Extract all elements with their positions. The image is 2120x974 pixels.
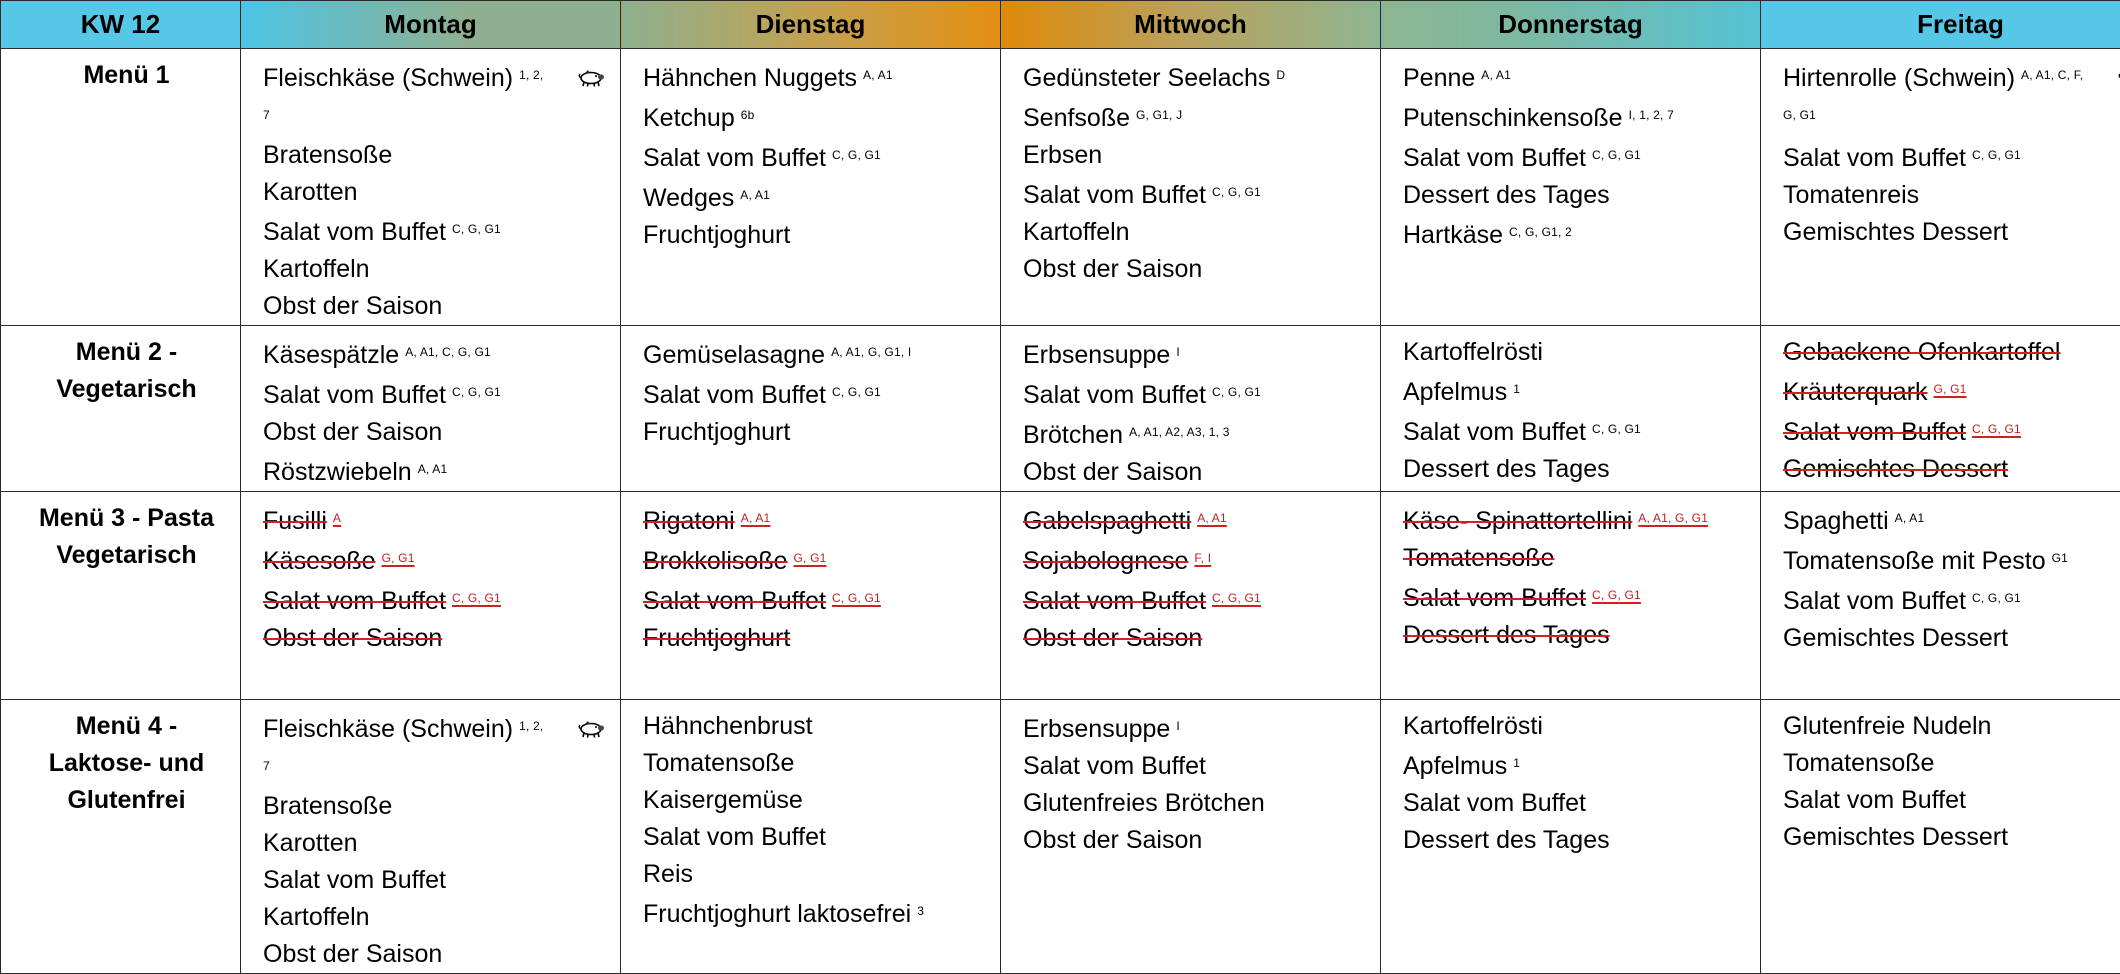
dish-name: Salat vom Buffet xyxy=(263,587,446,615)
dish-name: Salat vom Buffet xyxy=(1403,789,1586,817)
allergen-codes: A, A1 xyxy=(418,462,448,476)
dish-name: Gebackene Ofenkartoffel xyxy=(1783,338,2061,366)
allergen-codes: C, G, G1 xyxy=(1592,422,1641,436)
dish-name: Ketchup xyxy=(643,104,735,132)
dish-name: Gabelspaghetti xyxy=(1023,507,1191,535)
dish-name: Tomatensoße xyxy=(1783,749,1934,777)
menu-item xyxy=(1403,822,1750,859)
menu-item xyxy=(1403,177,1750,214)
dish-name: Rigatoni xyxy=(643,507,735,535)
menu-item xyxy=(263,862,610,899)
allergen-codes: G, G1 xyxy=(1934,382,1967,396)
menu-item xyxy=(1403,785,1750,822)
dish-name: Salat vom Buffet xyxy=(643,144,826,172)
menu-item xyxy=(1783,708,2120,745)
menu-item xyxy=(1403,334,1750,371)
dish-name: Salat vom Buffet xyxy=(643,381,826,409)
dish-name: Gedünsteter Seelachs xyxy=(1023,64,1270,92)
dish-name: Kartoffeln xyxy=(263,903,370,931)
menu-item xyxy=(263,620,610,657)
allergen-codes: A, A1, G, G1 xyxy=(1638,511,1708,525)
menu-item xyxy=(1403,500,1750,540)
menu-item xyxy=(1023,334,1370,374)
dish-name: Gemischtes Dessert xyxy=(1783,624,2008,652)
menu-item xyxy=(643,374,990,414)
allergen-codes: A, A1, C, F, G, G1 xyxy=(1783,68,2083,122)
header-row xyxy=(1,1,2120,49)
dish-name: Dessert des Tages xyxy=(1403,826,1610,854)
dish-name: Obst der Saison xyxy=(263,940,442,968)
dish-name: Spaghetti xyxy=(1783,507,1889,535)
allergen-codes: A, A1 xyxy=(1481,68,1511,82)
dish-name: Bratensoße xyxy=(263,141,392,169)
dish-name: Salat vom Buffet xyxy=(1403,584,1586,612)
allergen-codes: A, A1 xyxy=(863,68,893,82)
dish-name: Senfsoße xyxy=(1023,104,1130,132)
menu-cell-monday xyxy=(241,326,621,492)
dish-name: Putenschinkensoße xyxy=(1403,104,1623,132)
menu-item xyxy=(643,708,990,745)
dish-name: Salat vom Buffet xyxy=(1783,144,1966,172)
menu-item xyxy=(263,936,610,973)
dish-name: Bratensoße xyxy=(263,792,392,820)
allergen-codes: A, A1 xyxy=(741,511,771,525)
dish-name: Glutenfreie Nudeln xyxy=(1783,712,1991,740)
menu-row xyxy=(1,492,2120,700)
dish-name: Obst der Saison xyxy=(263,418,442,446)
menu-item xyxy=(1783,620,2120,657)
menu-item xyxy=(1023,374,1370,414)
dish-name: Fleischkäse (Schwein) xyxy=(263,64,513,92)
menu-label: Menü 3 - Pasta Vegetarisch xyxy=(1,492,241,700)
allergen-codes: A, A1 xyxy=(1197,511,1227,525)
menu-row xyxy=(1,49,2120,326)
pig-icon xyxy=(576,712,606,749)
menu-cell-tuesday xyxy=(621,326,1001,492)
dish-name: Hähnchen Nuggets xyxy=(643,64,857,92)
menu-item xyxy=(643,540,990,580)
allergen-codes: G, G1 xyxy=(382,551,415,565)
menu-cell-wednesday xyxy=(1001,700,1381,974)
dish-name: Käsesoße xyxy=(263,547,376,575)
dish-name: Salat vom Buffet xyxy=(643,823,826,851)
menu-item xyxy=(263,414,610,451)
dish-name: Karotten xyxy=(263,829,358,857)
allergen-codes: C, G, G1 xyxy=(452,385,501,399)
menu-item xyxy=(643,217,990,254)
allergen-codes: A, A1, C, G, G1 xyxy=(405,345,491,359)
day-header-wednesday: Mittwoch xyxy=(1001,1,1381,49)
dish-name: Kartoffelrösti xyxy=(1403,338,1543,366)
dish-name: Salat vom Buffet xyxy=(263,866,446,894)
allergen-codes: C, G, G1 xyxy=(452,591,501,605)
menu-item xyxy=(1023,540,1370,580)
allergen-codes: C, G, G1, 2 xyxy=(1509,225,1572,239)
dish-name: Brötchen xyxy=(1023,421,1123,449)
menu-item xyxy=(263,137,610,174)
menu-item xyxy=(1023,174,1370,214)
allergen-codes: A xyxy=(333,511,341,525)
dish-name: Hartkäse xyxy=(1403,221,1503,249)
menu-item xyxy=(263,211,610,251)
dish-name: Brokkolisoße xyxy=(643,547,788,575)
menu-item xyxy=(1023,137,1370,174)
dish-name: Fruchtjoghurt xyxy=(643,221,790,249)
menu-row xyxy=(1,326,2120,492)
menu-item xyxy=(643,57,990,97)
menu-cell-tuesday xyxy=(621,492,1001,700)
dish-name: Gemischtes Dessert xyxy=(1783,218,2008,246)
allergen-codes: C, G, G1 xyxy=(1972,591,2021,605)
menu-item xyxy=(1023,580,1370,620)
dish-name: Obst der Saison xyxy=(263,292,442,320)
dish-name: Penne xyxy=(1403,64,1475,92)
dish-name: Tomatensoße xyxy=(1403,544,1554,572)
menu-cell-monday xyxy=(241,492,621,700)
pig-icon xyxy=(2116,61,2120,98)
allergen-codes: C, G, G1 xyxy=(832,385,881,399)
menu-item xyxy=(1403,411,1750,451)
dish-name: Salat vom Buffet xyxy=(1783,786,1966,814)
dish-name: Dessert des Tages xyxy=(1403,455,1610,483)
dish-name: Obst der Saison xyxy=(1023,255,1202,283)
menu-item xyxy=(1783,500,2120,540)
menu-item xyxy=(1403,745,1750,785)
menu-item xyxy=(1403,137,1750,177)
menu-item xyxy=(1783,411,2120,451)
menu-item xyxy=(1023,748,1370,785)
allergen-codes: C, G, G1 xyxy=(1972,148,2021,162)
day-header-friday: Freitag xyxy=(1761,1,2120,49)
allergen-codes: A, A1 xyxy=(1895,511,1925,525)
dish-name: Kartoffeln xyxy=(263,255,370,283)
dish-name: Erbsensuppe xyxy=(1023,341,1170,369)
menu-cell-friday xyxy=(1761,326,2120,492)
menu-item xyxy=(1783,371,2120,411)
menu-item xyxy=(1783,137,2120,177)
menu-item xyxy=(263,451,610,491)
menu-item xyxy=(263,174,610,211)
dish-name: Kaisergemüse xyxy=(643,786,803,814)
dish-name: Wedges xyxy=(643,184,734,212)
menu-label: Menü 1 xyxy=(1,49,241,326)
dish-name: Dessert des Tages xyxy=(1403,621,1610,649)
menu-cell-monday xyxy=(241,700,621,974)
allergen-codes: C, G, G1 xyxy=(1212,385,1261,399)
day-header-monday: Montag xyxy=(241,1,621,49)
dish-name: Tomatensoße xyxy=(643,749,794,777)
dish-name: Kartoffeln xyxy=(1023,218,1130,246)
dish-name: Röstzwiebeln xyxy=(263,458,412,486)
menu-item xyxy=(1023,708,1370,748)
menu-item xyxy=(1783,745,2120,782)
menu-cell-monday xyxy=(241,49,621,326)
dish-name: Kartoffelrösti xyxy=(1403,712,1543,740)
menu-item xyxy=(1783,177,2120,214)
menu-item xyxy=(1403,708,1750,745)
dish-name: Salat vom Buffet xyxy=(1783,587,1966,615)
menu-cell-wednesday xyxy=(1001,326,1381,492)
dish-name: Obst der Saison xyxy=(1023,458,1202,486)
menu-item xyxy=(263,334,610,374)
dish-name: Salat vom Buffet xyxy=(263,218,446,246)
menu-item xyxy=(1783,782,2120,819)
dish-name: Fleischkäse (Schwein) xyxy=(263,715,513,743)
menu-cell-friday xyxy=(1761,700,2120,974)
dish-name: Karotten xyxy=(263,178,358,206)
menu-item xyxy=(1783,540,2120,580)
menu-item xyxy=(1023,454,1370,491)
menu-cell-tuesday xyxy=(621,700,1001,974)
menu-item xyxy=(1023,414,1370,454)
menu-item xyxy=(1403,451,1750,488)
dish-name: Salat vom Buffet xyxy=(1023,752,1206,780)
menu-item xyxy=(643,856,990,893)
dish-name: Fruchtjoghurt xyxy=(643,624,790,652)
menu-item xyxy=(1403,57,1750,97)
menu-item xyxy=(1783,214,2120,251)
dish-name: Obst der Saison xyxy=(1023,624,1202,652)
menu-item xyxy=(643,745,990,782)
menu-item xyxy=(643,580,990,620)
menu-item xyxy=(263,288,610,325)
dish-name: Salat vom Buffet xyxy=(1403,418,1586,446)
menu-item xyxy=(643,137,990,177)
allergen-codes: 1 xyxy=(1513,382,1520,396)
menu-item xyxy=(263,788,610,825)
menu-item xyxy=(1403,214,1750,254)
allergen-codes: F, I xyxy=(1194,551,1211,565)
menu-item xyxy=(1403,617,1750,654)
allergen-codes: C, G, G1 xyxy=(832,148,881,162)
dish-name: Fruchtjoghurt laktosefrei xyxy=(643,900,911,928)
menu-item xyxy=(263,708,610,788)
allergen-codes: G, G1 xyxy=(794,551,827,565)
allergen-codes: I xyxy=(1176,719,1180,733)
menu-item xyxy=(643,893,990,933)
menu-item xyxy=(643,782,990,819)
menu-item xyxy=(263,374,610,414)
dish-name: Reis xyxy=(643,860,693,888)
menu-item xyxy=(1783,57,2120,137)
allergen-codes: C, G, G1 xyxy=(1592,588,1641,602)
dish-name: Glutenfreies Brötchen xyxy=(1023,789,1265,817)
menu-item xyxy=(1023,57,1370,97)
allergen-codes: C, G, G1 xyxy=(1972,422,2021,436)
menu-row xyxy=(1,700,2120,974)
menu-cell-thursday xyxy=(1381,700,1761,974)
allergen-codes: A, A1, G, G1, I xyxy=(831,345,911,359)
day-header-thursday: Donnerstag xyxy=(1381,1,1761,49)
dish-name: Hähnchenbrust xyxy=(643,712,813,740)
dish-name: Salat vom Buffet xyxy=(1023,587,1206,615)
week-header: KW 12 xyxy=(1,1,241,49)
dish-name: Fruchtjoghurt xyxy=(643,418,790,446)
menu-item xyxy=(1783,334,2120,371)
menu-item xyxy=(263,500,610,540)
menu-item xyxy=(643,97,990,137)
allergen-codes: C, G, G1 xyxy=(832,591,881,605)
allergen-codes: C, G, G1 xyxy=(1592,148,1641,162)
dish-name: Tomatensoße mit Pesto xyxy=(1783,547,2046,575)
menu-item xyxy=(643,334,990,374)
menu-label: Menü 2 - Vegetarisch xyxy=(1,326,241,492)
menu-item xyxy=(1783,451,2120,488)
menu-item xyxy=(1023,251,1370,288)
menu-item xyxy=(643,177,990,217)
allergen-codes: I, 1, 2, 7 xyxy=(1629,108,1674,122)
menu-item xyxy=(263,540,610,580)
menu-cell-friday xyxy=(1761,49,2120,326)
allergen-codes: G, G1, J xyxy=(1136,108,1182,122)
dish-name: Käsespätzle xyxy=(263,341,399,369)
dish-name: Fusilli xyxy=(263,507,327,535)
menu-item xyxy=(1023,214,1370,251)
pig-icon xyxy=(576,61,606,98)
dish-name: Erbsen xyxy=(1023,141,1102,169)
allergen-codes: A, A1, A2, A3, 1, 3 xyxy=(1129,425,1230,439)
dish-name: Salat vom Buffet xyxy=(263,381,446,409)
allergen-codes: C, G, G1 xyxy=(1212,591,1261,605)
dish-name: Gemüselasagne xyxy=(643,341,825,369)
menu-cell-thursday xyxy=(1381,326,1761,492)
allergen-codes: 3 xyxy=(917,904,924,918)
menu-item xyxy=(1403,371,1750,411)
menu-cell-friday xyxy=(1761,492,2120,700)
dish-name: Gemischtes Dessert xyxy=(1783,455,2008,483)
menu-item xyxy=(643,500,990,540)
menu-item xyxy=(643,414,990,451)
dish-name: Erbsensuppe xyxy=(1023,715,1170,743)
dish-name: Hirtenrolle (Schwein) xyxy=(1783,64,2015,92)
menu-item xyxy=(263,825,610,862)
menu-item xyxy=(1783,580,2120,620)
dish-name: Salat vom Buffet xyxy=(1023,181,1206,209)
dish-name: Kräuterquark xyxy=(1783,378,1928,406)
dish-name: Salat vom Buffet xyxy=(1783,418,1966,446)
menu-cell-wednesday xyxy=(1001,49,1381,326)
dish-name: Obst der Saison xyxy=(1023,826,1202,854)
allergen-codes: 1, 2, 7 xyxy=(263,68,543,122)
menu-cell-thursday xyxy=(1381,492,1761,700)
day-header-tuesday: Dienstag xyxy=(621,1,1001,49)
allergen-codes: A, A1 xyxy=(740,188,770,202)
menu-label: Menü 4 - Laktose- und Glutenfrei xyxy=(1,700,241,974)
menu-cell-thursday xyxy=(1381,49,1761,326)
menu-item xyxy=(1023,822,1370,859)
dish-name: Tomatenreis xyxy=(1783,181,1919,209)
dish-name: Salat vom Buffet xyxy=(1023,381,1206,409)
menu-item xyxy=(1783,819,2120,856)
menu-cell-wednesday xyxy=(1001,492,1381,700)
menu-item xyxy=(263,580,610,620)
menu-item xyxy=(1403,577,1750,617)
allergen-codes: C, G, G1 xyxy=(1212,185,1261,199)
menu-item xyxy=(1023,620,1370,657)
dish-name: Sojabolognese xyxy=(1023,547,1188,575)
dish-name: Gemischtes Dessert xyxy=(1783,823,2008,851)
dish-name: Salat vom Buffet xyxy=(1403,144,1586,172)
allergen-codes: 1 xyxy=(1513,756,1520,770)
allergen-codes: D xyxy=(1276,68,1285,82)
allergen-codes: G1 xyxy=(2052,551,2068,565)
menu-item xyxy=(1403,97,1750,137)
allergen-codes: 6b xyxy=(741,108,755,122)
allergen-codes: I xyxy=(1176,345,1180,359)
dish-name: Obst der Saison xyxy=(263,624,442,652)
menu-item xyxy=(263,57,610,137)
menu-item xyxy=(1023,785,1370,822)
menu-item xyxy=(263,251,610,288)
menu-item xyxy=(643,620,990,657)
dish-name: Apfelmus xyxy=(1403,752,1507,780)
dish-name: Käse- Spinattortellini xyxy=(1403,507,1632,535)
menu-item xyxy=(1403,540,1750,577)
menu-cell-tuesday xyxy=(621,49,1001,326)
dish-name: Salat vom Buffet xyxy=(643,587,826,615)
menu-item xyxy=(643,819,990,856)
menu-item xyxy=(1023,500,1370,540)
menu-item xyxy=(1023,97,1370,137)
allergen-codes: C, G, G1 xyxy=(452,222,501,236)
dish-name: Apfelmus xyxy=(1403,378,1507,406)
allergen-codes: 1, 2, 7 xyxy=(263,719,543,773)
dish-name: Dessert des Tages xyxy=(1403,181,1610,209)
